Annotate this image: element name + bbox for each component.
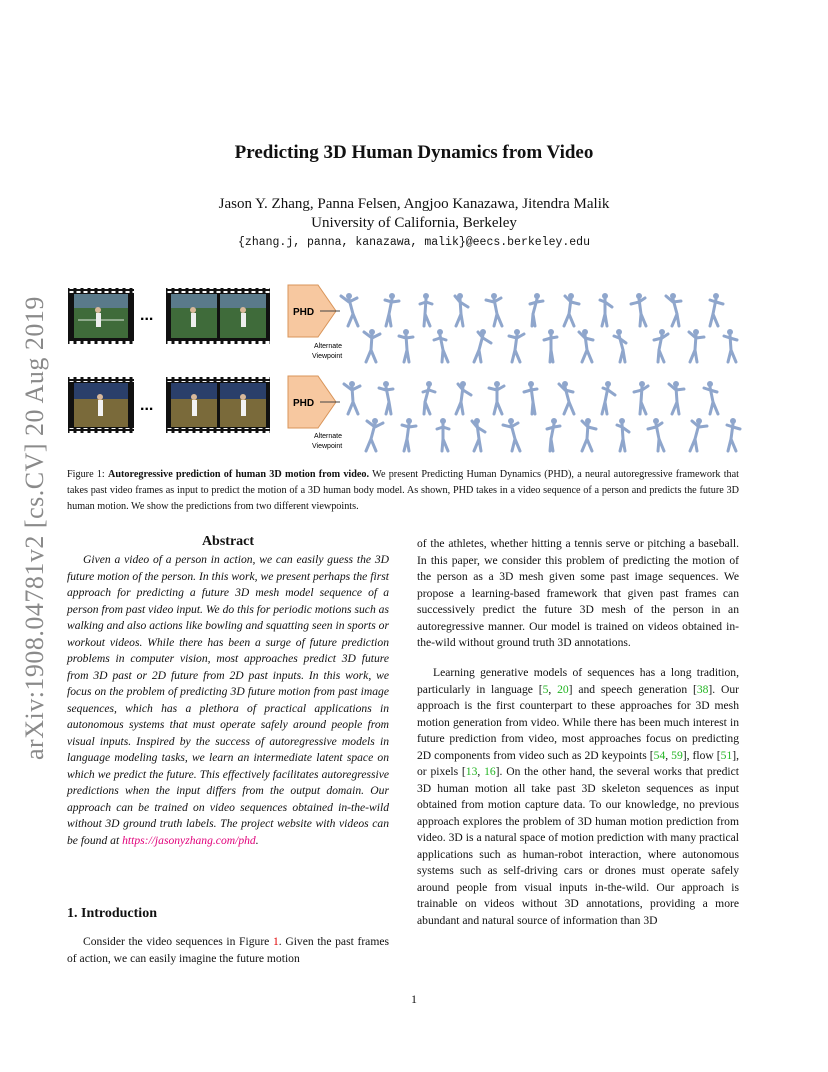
text-span: , bbox=[477, 765, 485, 778]
citation-link[interactable]: 59 bbox=[671, 748, 683, 762]
phd-label: PHD bbox=[293, 307, 315, 318]
paper-title: Predicting 3D Human Dynamics from Video bbox=[234, 142, 594, 163]
citation-link[interactable]: 51 bbox=[720, 748, 733, 762]
mesh-figure bbox=[524, 381, 537, 414]
film-strip-baseball-past bbox=[68, 377, 134, 433]
mesh-figure bbox=[602, 381, 615, 414]
mesh-figure bbox=[509, 329, 524, 362]
right-column-paragraph-1: of the athletes, whether hitting a tennis serve or pitching a baseball. In this paper, we consider this problem of predicting the motion of the person as a 3D mesh given some past image sequences. We propose a learning-based framework that given past frames can successively predict the future 3D mesh of the person in an autoregressive manner. Our model is trained on videos obtained in-the-wild without ground truth 3D annotations. bbox=[417, 537, 739, 649]
mesh-figure bbox=[385, 293, 399, 326]
mesh-figure bbox=[423, 381, 435, 414]
film-strip-tennis-past bbox=[68, 288, 134, 344]
mesh-figure bbox=[666, 293, 681, 326]
film-strip-baseball-recent bbox=[166, 377, 270, 433]
caption-bold: Autoregressive prediction of human 3D motion from video. bbox=[108, 469, 370, 480]
mesh-figure bbox=[579, 329, 593, 362]
viewpoint-label: Viewpoint bbox=[312, 443, 343, 450]
right-column-paragraph-2 bbox=[417, 665, 739, 929]
citation-link[interactable]: 13 bbox=[465, 765, 478, 778]
figure-1-graphic bbox=[68, 280, 758, 460]
mesh-figure bbox=[366, 418, 383, 451]
mesh-figure bbox=[564, 293, 579, 326]
film-strip-tennis-recent bbox=[166, 288, 270, 344]
mesh-figure bbox=[486, 293, 502, 326]
mesh-figure bbox=[634, 381, 648, 414]
mesh-figure bbox=[420, 293, 432, 326]
ellipsis-row-2: ... bbox=[140, 397, 154, 414]
mesh-figure bbox=[690, 418, 707, 451]
text-span: ], or pixels [ bbox=[417, 748, 740, 778]
mesh-figure bbox=[341, 293, 358, 326]
text-span: , bbox=[548, 682, 558, 696]
mesh-figure bbox=[617, 418, 629, 451]
phd-label: PHD bbox=[293, 398, 315, 409]
mesh-figure bbox=[472, 418, 485, 451]
mesh-figure bbox=[559, 381, 574, 414]
citation-link[interactable]: 16 bbox=[484, 765, 496, 778]
mesh-figure bbox=[582, 418, 596, 451]
citation-link[interactable]: 38 bbox=[696, 682, 709, 696]
citation-link[interactable]: 5 bbox=[542, 682, 549, 696]
citation-link[interactable]: 20 bbox=[557, 682, 569, 696]
phd-model-block-row-1 bbox=[288, 285, 342, 360]
citation-link[interactable]: 54 bbox=[653, 748, 666, 762]
mesh-figure bbox=[614, 329, 626, 362]
caption-text: We present Predicting Human Dynamics (PHD), a neural autoregressive framework that takes past video frames as input to predict the motion of a 3D human body model. As shown, PHD takes in a video sequence of a person and predicts the future 3D human motion. We show the predictions from two different viewpoints. bbox=[67, 469, 739, 512]
text-span: , bbox=[665, 748, 672, 762]
mesh-figure bbox=[648, 418, 664, 451]
affiliation: University of California, Berkeley bbox=[311, 215, 517, 231]
intro-text-a: Consider the video sequences in Figure bbox=[83, 935, 270, 948]
figure-1 bbox=[68, 280, 758, 460]
mesh-figure bbox=[503, 418, 520, 451]
mesh-figure bbox=[399, 329, 413, 362]
abstract-end: . bbox=[255, 833, 259, 847]
caption-label: Figure 1: bbox=[67, 469, 105, 480]
mesh-figure bbox=[654, 329, 668, 362]
alternate-label: Alternate bbox=[314, 433, 343, 440]
mesh-figure bbox=[631, 293, 646, 326]
mesh-figure bbox=[669, 381, 684, 414]
mesh-figure bbox=[710, 293, 723, 326]
page-number: 1 bbox=[411, 992, 417, 1006]
mesh-figure bbox=[344, 381, 360, 414]
mesh-figure bbox=[455, 293, 468, 326]
project-link[interactable]: https://jasonyzhang.com/phd bbox=[122, 833, 256, 847]
mesh-figure bbox=[724, 329, 737, 362]
section-heading-introduction: 1. Introduction bbox=[67, 906, 157, 921]
text-span: ], flow [ bbox=[682, 748, 721, 762]
predicted-mesh-figures bbox=[341, 293, 740, 451]
mesh-figure bbox=[530, 293, 543, 326]
text-span: ] and speech generation [ bbox=[568, 682, 697, 696]
mesh-figure bbox=[600, 293, 612, 326]
arxiv-side-stamp: arXiv:1908.04781v2 [cs.CV] 20 Aug 2019 bbox=[20, 296, 49, 760]
author-list: Jason Y. Zhang, Panna Felsen, Angjoo Kanazawa, Jitendra Malik bbox=[218, 196, 610, 212]
introduction-paragraph bbox=[67, 934, 389, 967]
phd-model-block-row-2 bbox=[288, 376, 342, 450]
mesh-figure bbox=[489, 381, 504, 414]
mesh-figure bbox=[704, 381, 718, 414]
mesh-figure bbox=[437, 418, 449, 451]
mesh-figure bbox=[456, 381, 471, 414]
figure-ref-link[interactable]: 1 bbox=[272, 935, 279, 948]
mesh-figure bbox=[547, 418, 560, 451]
intro-text-b: . Given the past frames of action, we can easily imagine the future motion bbox=[67, 935, 389, 965]
viewpoint-label: Viewpoint bbox=[312, 353, 343, 360]
author-emails: {zhang.j, panna, kanazawa, malik}@eecs.berkeley.edu bbox=[238, 236, 590, 249]
mesh-figure bbox=[364, 329, 380, 362]
ellipsis-row-1: ... bbox=[140, 307, 154, 324]
text-span: Learning generative models of sequences has a long tradition, particularly in language [ bbox=[417, 666, 739, 696]
mesh-figure bbox=[689, 329, 704, 362]
mesh-figure bbox=[402, 418, 416, 451]
figure-1-caption bbox=[67, 467, 739, 515]
text-span: ]. On the other hand, the several works that predict 3D human motion all take past 3D skeleton sequences as input obtained from motion capture data. To our knowledge, no previous approach explores the problem of 3D human motion prediction from video. 3D is a natural space of motion prediction with many practical applications such as human-robot interaction, where autonomous systems such as self-driving cars or drones must operate safely around people from visual inputs in-the-wild. Our approach is trainable on videos without 3D annotations, providing a more abundant and natural source of information than 3D bbox=[417, 765, 740, 927]
abstract-body bbox=[67, 552, 389, 849]
mesh-figure bbox=[544, 329, 557, 362]
text-span: ]. Our approach is the first counterpart to these approaches for 3D mesh motion generation from video. While there has been much interest in future prediction from video, most approaches focus on predicting 2D components from video such as 2D keypoints [ bbox=[417, 682, 739, 762]
mesh-figure bbox=[434, 329, 448, 362]
mesh-figure bbox=[379, 381, 393, 414]
abstract-text: Given a video of a person in action, we can easily guess the 3D future motion of the person. In this work, we present perhaps the first approach for predicting a future 3D mesh model sequence of a person from past video input. We do this for periodic motions such as walking and also actions like bowling and squatting seen in sports or workout videos. While there has been a surge of future prediction problems in computer vision, most approaches predict 3D future from 3D past or 2D future from 2D past inputs. In this work, we focus on the problem of predicting 3D future motion from past image sequences, which has a plethora of practical applications in autonomous systems that must operate safely around people from visual inputs. Inspired by the success of autoregressive models in language modeling tasks, we learn an intermediate latent space on which we predict the future. This effectively facilitates autoregressive predictions when the input differs from the output domain. Our approach can be trained on video sequences obtained in-the-wild without 3D ground truth labels. The project website with videos can be found at bbox=[67, 553, 389, 847]
mesh-figure bbox=[727, 418, 740, 451]
mesh-figure bbox=[474, 329, 491, 362]
abstract-heading: Abstract bbox=[201, 534, 255, 549]
alternate-label: Alternate bbox=[314, 343, 343, 350]
